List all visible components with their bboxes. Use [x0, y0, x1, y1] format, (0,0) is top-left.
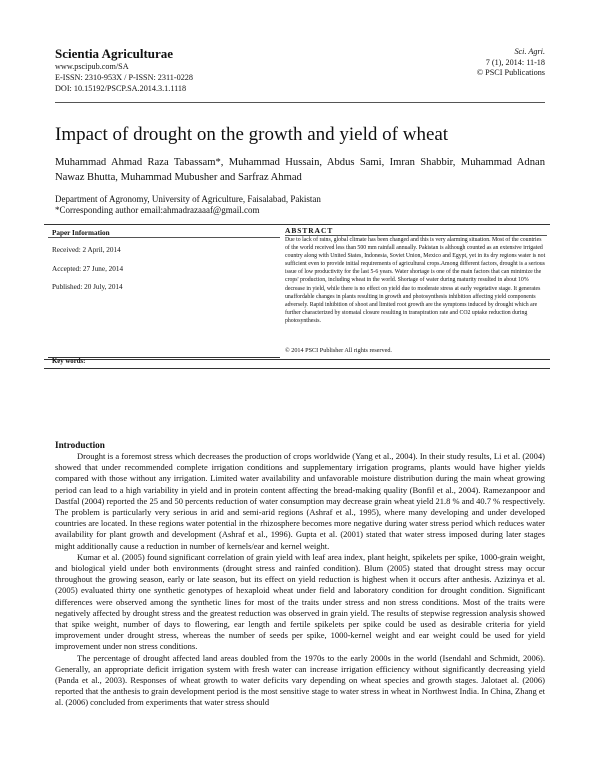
- abstract-heading: ABSTRACT: [285, 226, 334, 235]
- paper-info-heading: Paper Information: [52, 229, 110, 237]
- article-doi[interactable]: DOI: 10.15192/PSCP.SA.2014.3.1.1118: [55, 84, 187, 93]
- intro-paragraph: Kumar et al. (2005) found significant correlation of grain yield with leaf area index, plant height, spikelets per spike, 1000-grain weight, and biological yield under both environments (drought stress and rainfed condition). Blum (2005) stated that drought stress may occur throughout the growing season, early or late season, but its effect on yield reduction is highest when it occurs after anthesis. Azizinya et al. (2005) evaluated thirty one synthetic genotypes of hexaploid wheat under field and laboratory condition for drought condition. Significant differences were observed among the synthetic lines for most of the traits under stress and non stress conditions. Most of the traits were negatively affected by drought stress and the greatest reduction was observed in grain yield. The results of stepwise regression analysis showed that spike weight, number of days to flowering, ear length and fertile spikelets per spike could be used as desirable criteria for yield improvement under drought stress, whereas the number of seeds per spike, 1000-kernel weight and ear weight could be used for yield improvement under non stress conditions.: [55, 551, 545, 652]
- journal-abbrev: Sci. Agri.: [514, 47, 545, 56]
- keywords-label: Key words:: [52, 358, 86, 365]
- journal-copyright: © PSCI Publications: [476, 68, 545, 77]
- abstract-copyright: © 2014 PSCI Publisher All rights reserved.: [285, 347, 392, 354]
- intro-paragraph: The percentage of drought affected land areas doubled from the 1970s to the early 2000s in the world (Isendahl and Schmidt, 2006). Generally, an appropriate deficit irrigation system with fresh water can increase irrigation efficiency without significantly decreasing yield (Panda et al., 2003). Responses of wheat growth to water deficits vary depending on wheat species and growth stages. Jalotaet al. (2006) reported that the anthesis to grain development period is the most sensitive stage to water stress in wheat in Northwest India. In China, Zhang et al. (2006) concluded from experiments that water stress should: [55, 652, 545, 708]
- header-rule: [55, 102, 545, 103]
- published-date: Published: 20 July, 2014: [52, 283, 123, 291]
- journal-website[interactable]: www.pscipub.com/SA: [55, 62, 129, 71]
- journal-issn: E-ISSN: 2310-953X / P-ISSN: 2311-0228: [55, 73, 193, 82]
- info-bottom-rule: [44, 368, 550, 369]
- accepted-date: Accepted: 27 June, 2014: [52, 265, 124, 273]
- introduction-heading: Introduction: [55, 440, 105, 450]
- paper-info-rule: [48, 237, 280, 238]
- affiliation: Department of Agronomy, University of Agriculture, Faisalabad, Pakistan: [55, 194, 321, 204]
- corresponding-author: *Corresponding author email:ahmadrazaaaf@gmail.com: [55, 205, 260, 215]
- received-date: Received: 2 April, 2014: [52, 246, 121, 254]
- introduction-body: [55, 451, 545, 709]
- journal-volume: 7 (1), 2014: 11-18: [485, 57, 545, 67]
- article-authors: Muhammad Ahmad Raza Tabassam*, Muhammad Hussain, Abdus Sami, Imran Shabbir, Muhammad Adnan Nawaz Bhutta, Muhammad Mubusher and Sarfraz Ahmad: [55, 157, 545, 183]
- author-affiliation-block: [55, 194, 321, 216]
- article-title: Impact of drought on the growth and yield of wheat: [55, 124, 449, 145]
- journal-name: Scientia Agriculturae: [55, 46, 174, 61]
- abstract-text: Due to lack of rains, global climate has been changed and this is very alarming situation. Most of the countries of the world received less than 500 mm rainfall annually. Pakistan is although counted as an extensive irrigated country along with United States, Indonesia, Soviet Union, Mexico and Egypt, yet in its dry regions water is not sufficient even to provide initial requirements of agricultural crops.Among different factors, drought is a serious issue of low productivity for the last 5-6 years. Water shortage is one of the main factors that can minimize the crops' production, including wheat in the world. Shortage of water during maturity resulted in about 10% decrease in yield, while there is no effect on yield due to moderate stress at early vegetative stage. It generates unaffordable changes in plants resulting in growth and photosynthesis inhibition affecting yield components adversely. Rapid inhibition of shoot and limited root growth are the symptoms induced by drought which are further characterized by stomatal closure resulting in transpiration rate and CO2 uptake reduction during photosynthesis.: [285, 237, 546, 324]
- journal-citation-block: [477, 47, 545, 79]
- intro-paragraph: Drought is a foremost stress which decreases the production of crops worldwide (Yang et al., 2004). In their study results, Li et al. (2004) showed that under recommended complete irrigation conditions and supplementary irrigation programs, plants would have higher yields compared with those without any irrigation. Limited water availability and unfavorable moisture distribution during the main wheat growing period can lead to a high variability in yield and in protein content affecting the bread-making quality (Bonfil et al., 2004). Ramezanpoor and Dastfal (2004) reported the 25 and 50 percents reduction of water consumption may decrease grain wheat yield 21.8 % and 40.7 % respectively. The problem is particularly very serious in arid and semi-arid regions (Ashraf et al., 1995), where many developing and under developed countries are located. In these regions water potential in the rhizosphere becomes more negative during water stress period which reduces water availability for plant growth and development (Ashraf et al., 1996). Gupta et al. (2001) stated that water stress imposed during later stages might additionally cause a reduction in number of kernels/ear and kernel weight.: [55, 451, 545, 551]
